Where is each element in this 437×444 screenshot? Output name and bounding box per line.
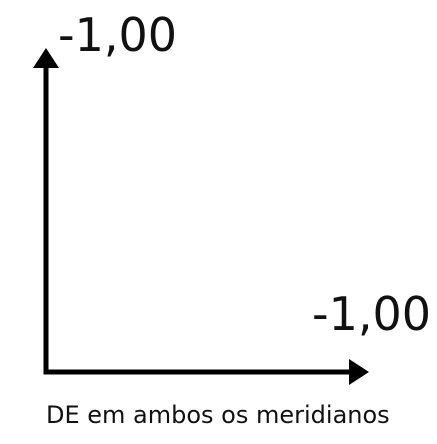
vertical-axis-value: -1,00 (58, 8, 178, 62)
diagram-caption: DE em ambos os meridianos (46, 401, 390, 429)
horizontal-axis-arrowhead-icon (349, 359, 369, 385)
vertical-axis-arrowhead-icon (33, 48, 59, 68)
horizontal-axis-value: -1,00 (312, 287, 432, 341)
